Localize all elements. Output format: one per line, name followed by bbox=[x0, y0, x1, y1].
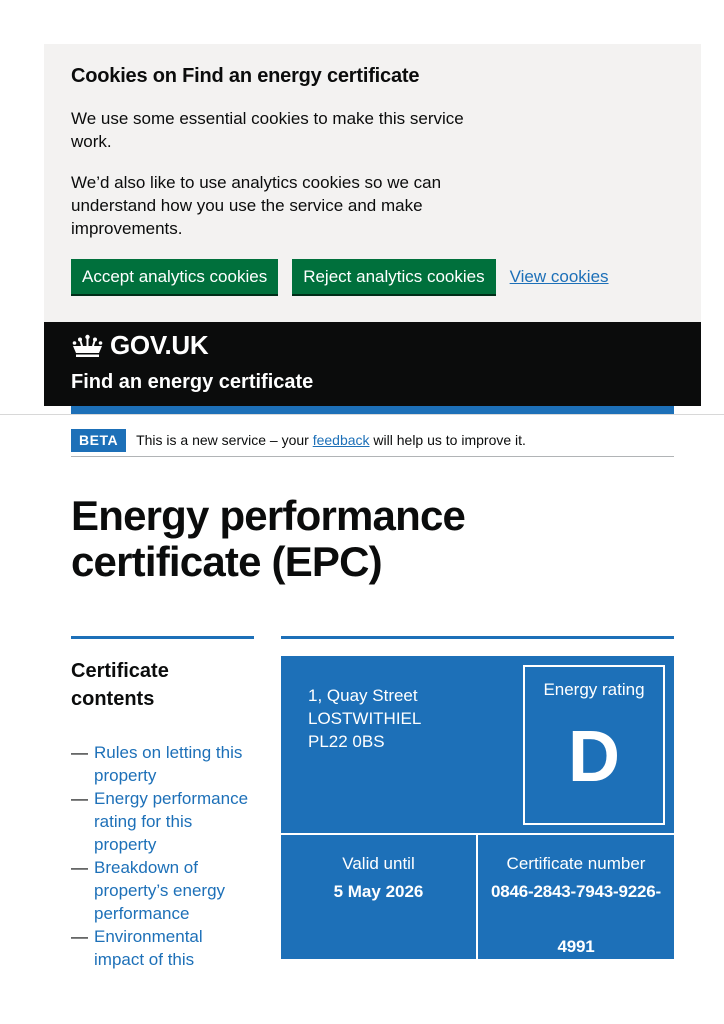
dash-icon: — bbox=[71, 927, 88, 946]
phase-text-after: will help us to improve it. bbox=[369, 432, 526, 448]
contents-link-breakdown[interactable]: Breakdown of property’s energy performance bbox=[94, 858, 226, 923]
contents-link-letting-rules[interactable]: Rules on letting this property bbox=[94, 743, 243, 785]
reject-cookies-button[interactable]: Reject analytics cookies bbox=[292, 259, 495, 294]
header-divider bbox=[0, 414, 724, 415]
epc-summary-box bbox=[281, 656, 674, 959]
epc-top-rule bbox=[281, 636, 674, 639]
address-line-3: PL22 0BS bbox=[308, 732, 385, 751]
contents-item bbox=[71, 787, 254, 856]
energy-rating-box bbox=[523, 665, 665, 825]
valid-until-label: Valid until bbox=[342, 854, 415, 873]
cookie-actions bbox=[71, 259, 609, 294]
service-name[interactable]: Find an energy certificate bbox=[71, 371, 314, 393]
address-line-2: LOSTWITHIEL bbox=[308, 709, 422, 728]
property-address bbox=[308, 684, 421, 753]
certificate-number-part-2: 4991 bbox=[557, 937, 595, 956]
certificate-number-value bbox=[478, 878, 674, 960]
cookie-banner-title: Cookies on Find an energy certificate bbox=[71, 65, 420, 87]
certificate-number-label: Certificate number bbox=[506, 854, 646, 873]
phase-banner bbox=[71, 424, 674, 457]
feedback-link[interactable]: feedback bbox=[312, 432, 370, 448]
valid-until-date: 5 May 2026 bbox=[333, 882, 424, 901]
crown-icon bbox=[71, 334, 104, 358]
dash-icon: — bbox=[71, 789, 88, 808]
certificate-number-part-1: 0846-2843-7943-9226- bbox=[491, 882, 661, 901]
contents-title: Certificate contents bbox=[71, 660, 169, 710]
dash-icon: — bbox=[71, 858, 88, 877]
contents-link-environmental-impact[interactable]: Environmental impact of this bbox=[94, 927, 203, 969]
phase-banner-text bbox=[136, 432, 526, 448]
contents-item bbox=[71, 741, 254, 787]
certificate-contents bbox=[71, 636, 254, 971]
contents-item bbox=[71, 925, 254, 971]
contents-item bbox=[71, 856, 254, 925]
address-line-1: 1, Quay Street bbox=[308, 686, 418, 705]
view-cookies-link[interactable]: View cookies bbox=[509, 266, 609, 286]
page-title: Energy performance certificate (EPC) bbox=[71, 492, 466, 585]
valid-until bbox=[281, 852, 476, 905]
cookie-banner bbox=[44, 44, 701, 322]
contents-list bbox=[71, 741, 254, 971]
site-header bbox=[44, 322, 701, 406]
certificate-number bbox=[478, 852, 674, 960]
accept-cookies-button[interactable]: Accept analytics cookies bbox=[71, 259, 278, 294]
beta-tag: BETA bbox=[71, 429, 126, 452]
govuk-logo-text: GOV.UK bbox=[110, 330, 209, 360]
cookie-banner-text-1: We use some essential cookies to make this service work. bbox=[71, 109, 464, 151]
dash-icon: — bbox=[71, 743, 88, 762]
phase-text-before: This is a new service – your bbox=[136, 432, 313, 448]
govuk-logo[interactable] bbox=[71, 330, 208, 361]
contents-link-energy-rating[interactable]: Energy performance rating for this property bbox=[94, 789, 249, 854]
energy-rating-label: Energy rating bbox=[543, 680, 645, 699]
cookie-banner-text-2: We’d also like to use analytics cookies so we can understand how you use the service and make improvements. bbox=[71, 173, 442, 238]
energy-rating-letter: D bbox=[568, 717, 620, 797]
